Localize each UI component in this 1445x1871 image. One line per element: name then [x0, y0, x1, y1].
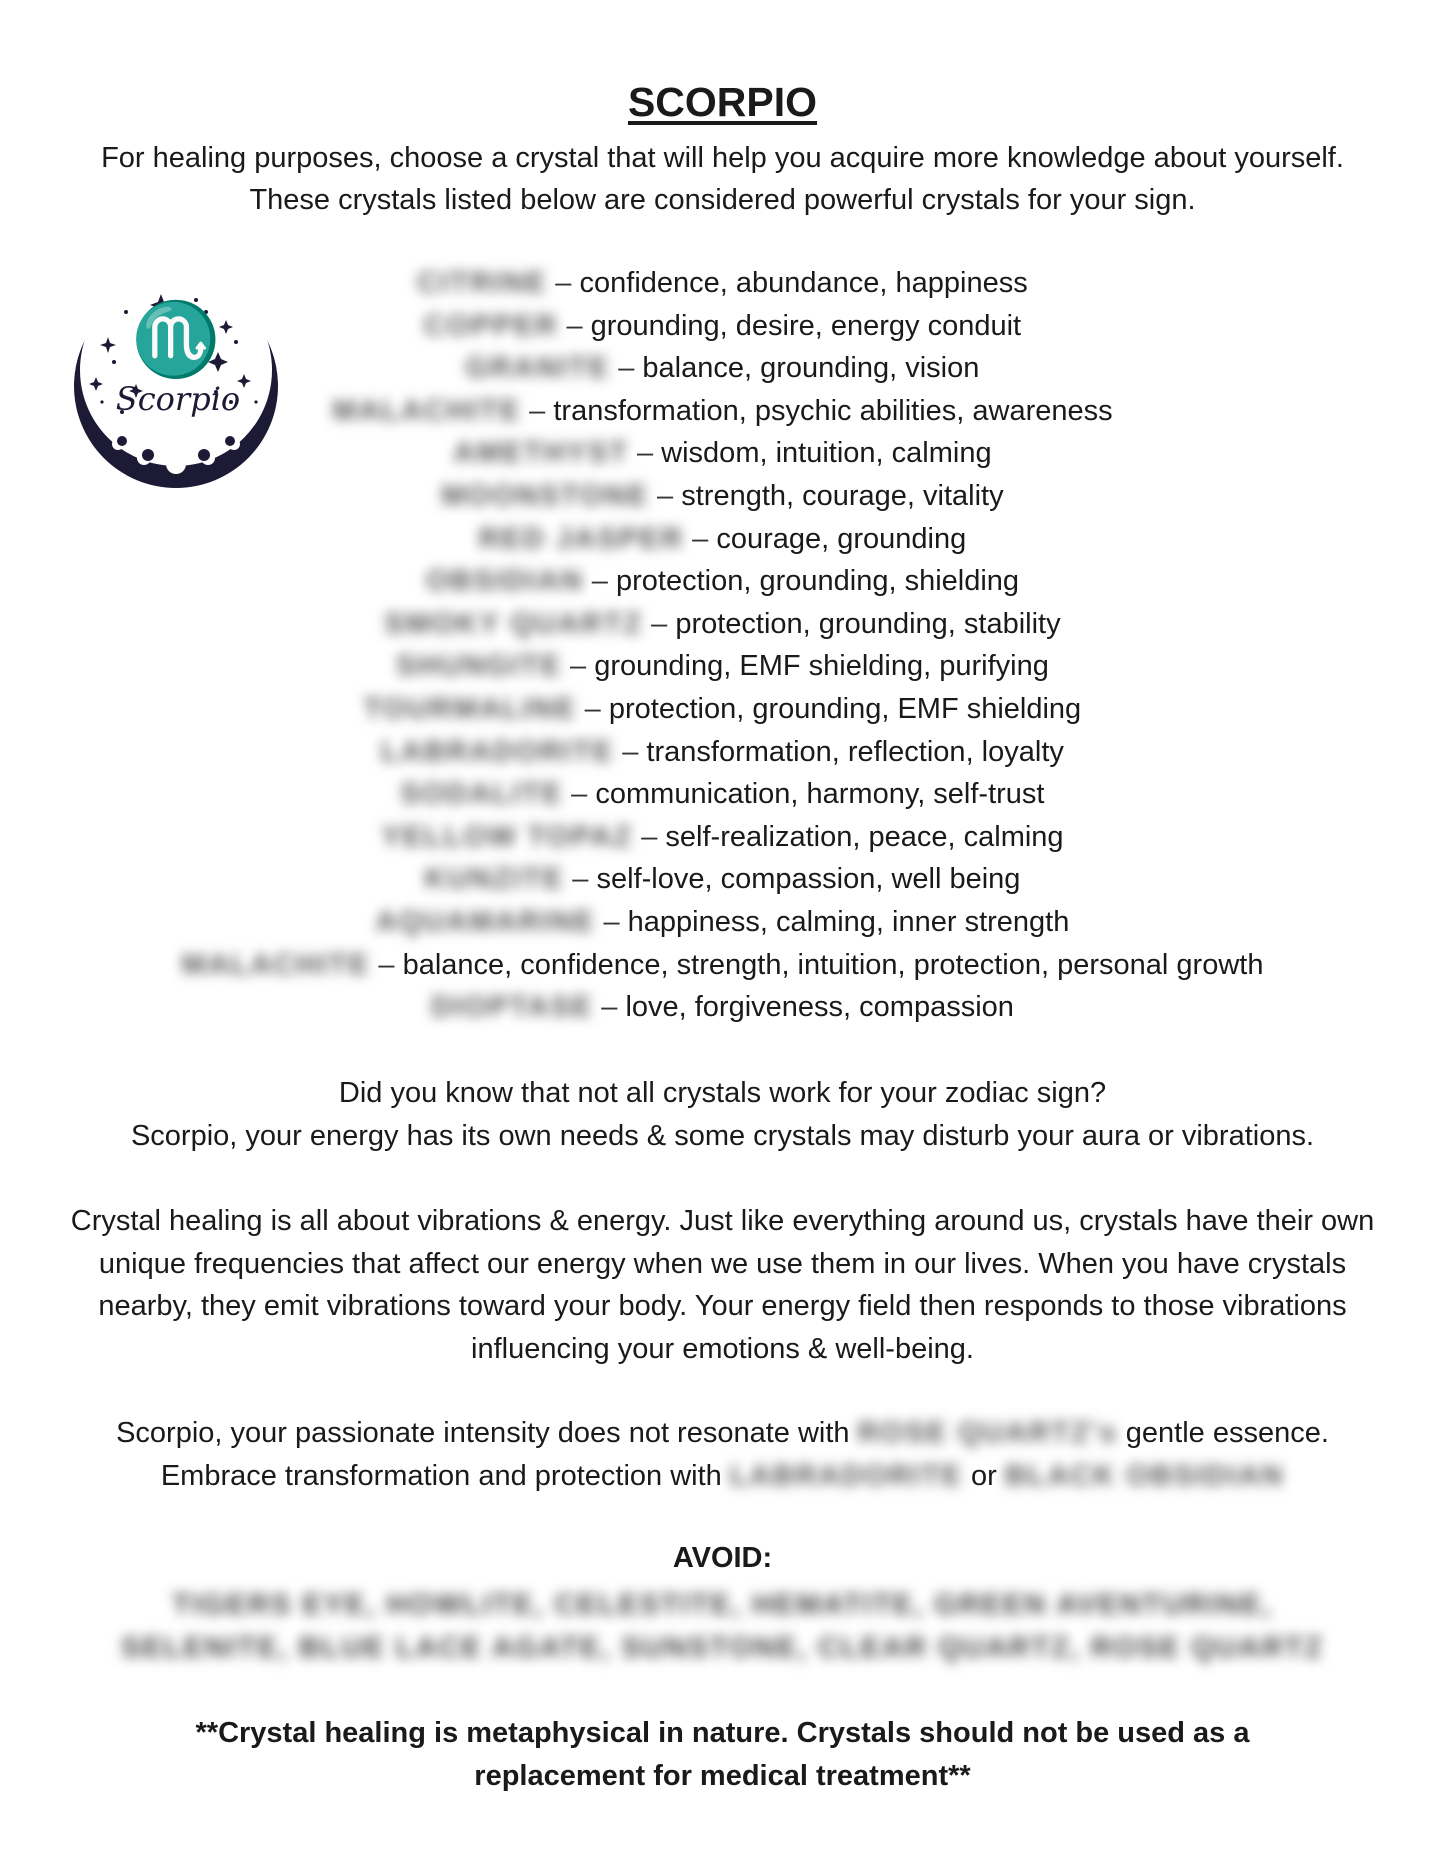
separator-dash: –	[555, 267, 572, 299]
separator-dash: –	[601, 991, 618, 1024]
avoid-list-blurred: TIGERS EYE, HOWLITE, CELESTITE, HEMATITE, GREEN AVENTURINE, SELENITE, BLUE LACE AGATE, SUNSTONE, CLEAR QUARTZ, ROSE QUARTZ	[121, 1589, 1324, 1664]
crystal-name-blurred: SMOKY QUARTZ	[384, 607, 644, 640]
recommendation-text-b: gentle essence.	[1125, 1417, 1329, 1449]
crystal-list-item	[0, 603, 1445, 646]
intro-paragraph: For healing purposes, choose a crystal that will help you acquire more knowledge about yourself. These crystals listed below are considered powerful crystals for your sign.	[101, 142, 1344, 216]
crystal-list-item	[0, 773, 1445, 816]
crystal-list-item	[0, 731, 1445, 774]
crystal-list-item	[0, 645, 1445, 688]
crystal-list-item	[0, 944, 1445, 987]
separator-dash: –	[641, 820, 658, 853]
crystal-name-blurred: DIOPTASE	[431, 991, 594, 1024]
separator-dash: –	[651, 607, 668, 640]
scorpio-glyph-icon: ♏	[131, 296, 221, 381]
crystal-list-item	[0, 390, 1445, 433]
crystal-list-item	[0, 432, 1445, 475]
crystal-name-blurred: CITRINE	[417, 267, 548, 299]
crystal-list-item	[0, 560, 1445, 603]
crystal-list-item	[0, 986, 1445, 1029]
separator-dash: –	[636, 437, 654, 470]
crystal-name-blurred: KUNZITE	[424, 863, 565, 896]
zodiac-question-line-1: Did you know that not all crystals work for your zodiac sign?	[338, 1077, 1107, 1109]
crystal-name-blurred: LABRADORITE	[381, 735, 615, 768]
crystal-list-item	[0, 262, 1445, 305]
crystal-list-item	[0, 475, 1445, 518]
page-title: SCORPIO	[627, 79, 818, 125]
recommendation-line-1	[60, 1412, 1385, 1455]
crystal-properties: transformation, reflection, loyalty	[646, 735, 1064, 768]
avoid-heading: AVOID:	[672, 1542, 773, 1574]
recommendation-or: or	[970, 1459, 997, 1492]
recommendation-text-c: Embrace transformation and protection with	[160, 1459, 722, 1492]
crystal-properties: protection, grounding, EMF shielding	[608, 692, 1082, 725]
crystal-properties: communication, harmony, self-trust	[595, 778, 1045, 811]
crystal-name-blurred: SHUNGITE	[396, 650, 562, 683]
crystal-properties: wisdom, intuition, calming	[661, 437, 992, 470]
separator-dash: –	[584, 692, 601, 725]
crystal-properties: happiness, calming, inner strength	[627, 905, 1070, 938]
crystal-properties: self-love, compassion, well being	[596, 863, 1021, 896]
crystal-properties: love, forgiveness, compassion	[625, 991, 1014, 1024]
crystal-properties: protection, grounding, shielding	[616, 565, 1020, 598]
crystal-properties: grounding, desire, energy conduit	[590, 309, 1022, 342]
separator-dash: –	[622, 735, 639, 768]
crystal-list-item	[0, 901, 1445, 944]
crystal-name-blurred: MOONSTONE	[441, 479, 649, 512]
crystal-list-item	[0, 816, 1445, 859]
crystal-properties: balance, grounding, vision	[642, 352, 980, 385]
crystal-list-item	[0, 518, 1445, 561]
recommendation-paragraph	[60, 1412, 1385, 1497]
separator-dash: –	[378, 948, 395, 981]
crystal-name-blurred: ROSE QUARTZ's	[857, 1417, 1118, 1449]
crystal-properties: self-realization, peace, calming	[665, 820, 1064, 853]
crystal-name-blurred: AQUAMARINE	[375, 905, 596, 938]
zodiac-question-line-2: Scorpio, your energy has its own needs & some crystals may disturb your aura or vibrations.	[130, 1119, 1315, 1152]
crystal-name-blurred: TOURMALINE	[363, 692, 577, 725]
crystal-properties: protection, grounding, stability	[675, 607, 1061, 640]
vibrations-paragraph: Crystal healing is all about vibrations & energy. Just like everything around us, crystals have their own unique frequencies that affect our energy when we use them in our lives. When you have crystals nearby, they emit vibrations toward your body. Your energy field then responds to those vibrations influencing your emotions & well-being.	[70, 1205, 1375, 1365]
crystal-properties: balance, confidence, strength, intuition, protection, personal growth	[402, 948, 1264, 981]
separator-dash: –	[657, 479, 674, 512]
crystal-list-item	[0, 347, 1445, 390]
crystal-list-item	[0, 305, 1445, 348]
crystal-name-blurred: MALACHITE	[181, 948, 371, 981]
crystal-list	[0, 262, 1445, 1029]
separator-dash: –	[571, 778, 588, 811]
crystal-name-blurred: MALACHITE	[332, 394, 522, 427]
crystal-name-blurred: OBSIDIAN	[425, 565, 584, 598]
crystal-name-blurred: GRANITE	[465, 352, 611, 385]
crystal-properties: strength, courage, vitality	[681, 479, 1004, 512]
separator-dash: –	[570, 650, 587, 683]
crystal-properties: courage, grounding	[716, 522, 967, 555]
crystal-name-blurred: RED JASPER	[478, 522, 685, 555]
crystal-properties: grounding, EMF shielding, purifying	[594, 650, 1049, 683]
crystal-name-blurred: BLACK OBSIDIAN	[1004, 1459, 1285, 1492]
separator-dash: –	[692, 522, 709, 555]
crystal-name-blurred: SODALITE	[400, 778, 564, 811]
separator-dash: –	[591, 565, 608, 598]
crystal-name-blurred: COPPER	[423, 309, 559, 342]
crystal-name-blurred: YELLOW TOPAZ	[381, 820, 634, 853]
crystal-properties: transformation, psychic abilities, awareness	[553, 394, 1113, 427]
recommendation-text-a: Scorpio, your passionate intensity does not resonate with	[116, 1417, 850, 1449]
crystal-name-blurred: LABRADORITE	[729, 1459, 963, 1492]
recommendation-line-2	[60, 1455, 1385, 1498]
logo-label: Scorpio	[115, 380, 241, 418]
medical-disclaimer: **Crystal healing is metaphysical in nature. Crystals should not be used as a replacement for medical treatment**	[195, 1717, 1250, 1792]
separator-dash: –	[529, 394, 546, 427]
separator-dash: –	[572, 863, 589, 896]
separator-dash: –	[566, 309, 583, 342]
crystal-name-blurred: AMETHYST	[453, 437, 629, 470]
separator-dash: –	[603, 905, 620, 938]
crystal-list-item	[0, 688, 1445, 731]
separator-dash: –	[618, 352, 635, 385]
zodiac-question-paragraph	[60, 1072, 1385, 1157]
crystal-properties: confidence, abundance, happiness	[579, 267, 1028, 299]
crystal-list-item	[0, 858, 1445, 901]
